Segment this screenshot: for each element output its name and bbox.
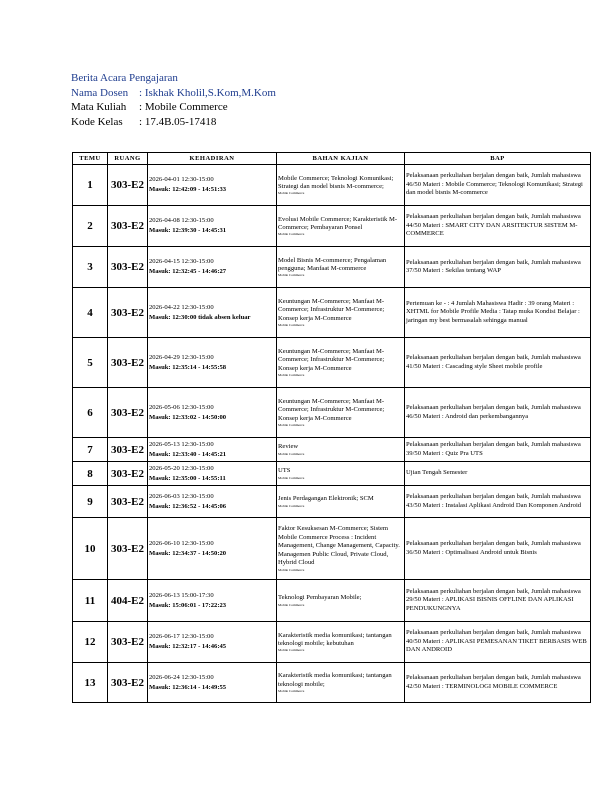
checkin-time: Masuk: 12:34:37 - 14:50:20	[149, 549, 227, 557]
attendance-cell	[148, 622, 277, 663]
subject-text: Mobile Commerce; Teknologi Komunikasi; Strategi dan model bisnis M-commerce;	[278, 174, 394, 190]
subject-text: Jenis Perdagangan Elektronik; SCM	[278, 495, 374, 503]
meeting-number: 5	[73, 338, 108, 388]
room-code: 303-E2	[108, 338, 148, 388]
checkin-time: Masuk: 12:33:02 - 14:50:00	[149, 413, 227, 421]
attendance-cell	[148, 580, 277, 622]
subject-source: Mobile Commerce	[278, 475, 305, 480]
meeting-number: 12	[73, 622, 108, 663]
header-attendance: KEHADIRAN	[148, 153, 277, 165]
schedule-time: 2026-04-01 12:30-15:00	[149, 176, 214, 183]
checkin-time: Masuk: 12:36:14 - 14:49:55	[149, 683, 227, 691]
meeting-number: 10	[73, 518, 108, 580]
subject-text: Review	[278, 443, 299, 451]
schedule-time: 2026-04-22 12:30-15:00	[149, 303, 214, 311]
subject-source: Mobile Commerce	[278, 273, 305, 278]
subject-source: Mobile Commerce	[278, 323, 305, 328]
subject-source: Mobile Commerce	[278, 423, 305, 428]
subject-source: Mobile Commerce	[278, 191, 305, 196]
subject-source: Mobile Commerce	[278, 503, 305, 508]
checkin-time: Masuk: 12:32:17 - 14:46:45	[149, 643, 227, 650]
attendance-cell	[148, 388, 277, 438]
schedule-time: 2026-05-20 12:30-15:00	[149, 464, 214, 472]
attendance-cell	[148, 486, 277, 518]
schedule-time: 2026-04-29 12:30-15:00	[149, 353, 214, 361]
room-code: 303-E2	[108, 388, 148, 438]
subject-cell	[277, 388, 405, 438]
schedule-time: 2026-06-24 12:30-15:00	[149, 673, 214, 681]
meeting-number: 2	[73, 206, 108, 247]
table-row	[73, 165, 591, 206]
subject-cell	[277, 338, 405, 388]
meeting-number: 7	[73, 438, 108, 462]
attendance-cell	[148, 206, 277, 247]
subject-cell	[277, 622, 405, 663]
attendance-cell	[148, 518, 277, 580]
table-row	[73, 580, 591, 622]
attendance-cell	[148, 338, 277, 388]
bap-cell: Pelaksanaan perkuliahan berjalan dengan baik, Jumlah mahasiswa 42/50 Materi : TERMINOLOGI MOBILE COMMERCE	[405, 663, 591, 703]
table-row	[73, 663, 591, 703]
checkin-time: Masuk: 12:35:14 - 14:55:58	[149, 363, 227, 371]
bap-cell: Pelaksanaan perkuliahan berjalan dengan baik, Jumlah mahasiswa 46/50 Materi : Mobile Commerce; Teknologi Komunikasi; Strategi dan model bisnis M-commerce	[405, 165, 591, 206]
subject-text: Keuntungan M-Commerce; Manfaat M-Commerce; Infrastruktur M-Commerce; Konsep kerja M-Commerce	[278, 347, 385, 372]
table-row	[73, 486, 591, 518]
document-header	[71, 71, 276, 129]
subject-text: Teknologi Pembayaran Mobile;	[278, 594, 362, 602]
schedule-time: 2026-04-15 12:30-15:00	[149, 258, 214, 265]
room-code: 303-E2	[108, 462, 148, 486]
bap-cell: Pelaksanaan perkuliahan berjalan dengan baik, Jumlah mahasiswa 40/50 Materi : APLIKASI PEMESANAN TIKET BERBASIS WEB DAN ANDROID	[405, 622, 591, 663]
schedule-time: 2026-06-17 12:30-15:00	[149, 633, 214, 640]
subject-cell	[277, 206, 405, 247]
subject-text: Karakteristik media komunikasi; tantangan teknologi mobile; kebutuhan	[278, 631, 392, 647]
schedule-time: 2026-05-13 12:30-15:00	[149, 440, 214, 448]
subject-source: Mobile Commerce	[278, 232, 305, 237]
subject-source: Mobile Commerce	[278, 567, 305, 572]
table-row	[73, 247, 591, 288]
room-code: 303-E2	[108, 486, 148, 518]
meeting-number: 9	[73, 486, 108, 518]
header-bap: BAP	[405, 153, 591, 165]
bap-cell: Pelaksanaan perkuliahan berjalan dengan baik, Jumlah mahasiswa 37/50 Materi : Sekilas tentang WAP	[405, 247, 591, 288]
class-code-line: Kode Kelas : 17.4B.05-17418	[71, 115, 217, 128]
room-code: 303-E2	[108, 206, 148, 247]
subject-source: Mobile Commerce	[278, 688, 305, 693]
class-code-value: 17.4B.05-17418	[144, 115, 217, 128]
bap-cell: Pelaksanaan perkuliahan berjalan dengan baik, Jumlah mahasiswa 36/50 Materi : Optimalisasi Android untuk Bisnis	[405, 518, 591, 580]
subject-cell	[277, 438, 405, 462]
subject-source: Mobile Commerce	[278, 648, 305, 653]
subject-cell	[277, 165, 405, 206]
room-code: 303-E2	[108, 663, 148, 703]
table-row	[73, 462, 591, 486]
lecturer-label: Nama Dosen	[71, 86, 129, 99]
header-meeting: TEMU	[73, 153, 108, 165]
checkin-time: Masuk: 12:35:00 - 14:55:11	[149, 474, 226, 482]
bap-cell: Pelaksanaan perkuliahan berjalan dengan baik, Jumlah mahasiswa 41/50 Materi : Cascading style Sheet mobile profile	[405, 338, 591, 388]
subject-source: Mobile Commerce	[278, 451, 305, 456]
checkin-time: Masuk: 12:33:40 - 14:45:21	[149, 450, 227, 458]
checkin-time: Masuk: 15:06:01 - 17:22:23	[149, 601, 227, 609]
subject-text: Karakteristik media komunikasi; tantangan teknologi mobile;	[278, 672, 392, 688]
subject-text: Keuntungan M-Commerce; Manfaat M-Commerce; Infrastruktur M-Commerce; Konsep kerja M-Commerce	[278, 397, 385, 422]
room-code: 303-E2	[108, 518, 148, 580]
bap-cell: Pelaksanaan perkuliahan berjalan dengan baik, Jumlah mahasiswa 29/50 Materi : APLIKASI BISNIS OFFLINE DAN APLIKASI PENDUKUNGNYA	[405, 580, 591, 622]
table-row	[73, 518, 591, 580]
schedule-time: 2026-06-03 12:30-15:00	[149, 492, 214, 500]
checkin-time: Masuk: 12:39:30 - 14:45:31	[149, 227, 227, 234]
subject-cell	[277, 486, 405, 518]
attendance-cell	[148, 247, 277, 288]
document-title: Berita Acara Pengajaran	[71, 72, 178, 84]
course-value: Mobile Commerce	[144, 101, 228, 113]
meeting-number: 11	[73, 580, 108, 622]
schedule-time: 2026-05-06 12:30-15:00	[149, 403, 214, 411]
meeting-number: 8	[73, 462, 108, 486]
room-code: 303-E2	[108, 288, 148, 338]
subject-cell	[277, 462, 405, 486]
room-code: 303-E2	[108, 165, 148, 206]
subject-source: Mobile Commerce	[278, 373, 305, 378]
checkin-time: Masuk: 12:30:00 tidak absen keluar	[149, 313, 251, 321]
schedule-time: 2026-06-13 15:00-17:30	[149, 591, 214, 599]
checkin-time: Masuk: 12:32:45 - 14:46:27	[149, 268, 227, 275]
schedule-time: 2026-04-08 12:30-15:00	[149, 217, 214, 224]
checkin-time: Masuk: 12:36:52 - 14:45:06	[149, 502, 227, 510]
header-room: RUANG	[108, 153, 148, 165]
table-row	[73, 388, 591, 438]
subject-text: Faktor Kesuksesan M-Commerce; Sistem Mobile Commerce Process : Incident Management, Change Management, Capacity. Managemen Public Cloud, Private Cloud, Hybrid Cloud	[278, 525, 400, 567]
attendance-cell	[148, 462, 277, 486]
bap-cell: Pelaksanaan perkuliahan berjalan dengan baik, Jumlah mahasiswa 44/50 Materi : SMART CITY DAN ARSITEKTUR SISTEM M-COMMERCE	[405, 206, 591, 247]
subject-cell	[277, 288, 405, 338]
table-row	[73, 338, 591, 388]
room-code: 303-E2	[108, 247, 148, 288]
room-code: 404-E2	[108, 580, 148, 622]
checkin-time: Masuk: 12:42:09 - 14:51:33	[149, 186, 227, 193]
subject-text: Model Bisnis M-commerce; Pengalaman pengguna; Manfaat M-commerce	[278, 256, 387, 272]
meeting-number: 4	[73, 288, 108, 338]
bap-cell: Pelaksanaan perkuliahan berjalan dengan baik, Jumlah mahasiswa 46/50 Materi : Android dan perkembangannya	[405, 388, 591, 438]
subject-text: UTS	[278, 467, 291, 475]
table-row	[73, 438, 591, 462]
subject-cell	[277, 663, 405, 703]
meeting-number: 1	[73, 165, 108, 206]
class-code-label: Kode Kelas	[71, 115, 123, 128]
subject-cell	[277, 580, 405, 622]
subject-text: Keuntungan M-Commerce; Manfaat M-Commerce; Infrastruktur M-Commerce; Konsep kerja M-Commerce	[278, 297, 385, 322]
room-code: 303-E2	[108, 438, 148, 462]
bap-cell: Pelaksanaan perkuliahan berjalan dengan baik, Jumlah mahasiswa 39/50 Materi : Quiz Pra UTS	[405, 438, 591, 462]
subject-text: Evolusi Mobile Commerce; Karakteristik M-Commerce; Pembayaran Ponsel	[278, 215, 398, 231]
course-label: Mata Kuliah	[71, 101, 127, 113]
subject-cell	[277, 518, 405, 580]
meeting-number: 6	[73, 388, 108, 438]
attendance-cell	[148, 438, 277, 462]
attendance-cell	[148, 663, 277, 703]
meeting-number: 3	[73, 247, 108, 288]
subject-source: Mobile Commerce	[278, 602, 305, 607]
attendance-table	[72, 152, 591, 703]
bap-cell: Ujian Tengah Semester	[405, 462, 591, 486]
table-row	[73, 622, 591, 663]
attendance-cell	[148, 165, 277, 206]
bap-cell: Pertemuan ke - : 4 Jumlah Mahasiswa Hadir : 39 orang Materi : XHTML for Mobile Profile Media : Tatap muka Kondisi Belajar : jaringan my best bermasalah sehingga manual	[405, 288, 591, 338]
course-line: Mata Kuliah : Mobile Commerce	[71, 101, 228, 113]
lecturer-line: Nama Dosen : Iskhak Kholil,S.Kom,M.Kom	[71, 86, 276, 99]
meeting-number: 13	[73, 663, 108, 703]
table-row	[73, 206, 591, 247]
lecturer-value: Iskhak Kholil,S.Kom,M.Kom	[144, 86, 276, 99]
attendance-cell	[148, 288, 277, 338]
table-row	[73, 288, 591, 338]
subject-cell	[277, 247, 405, 288]
header-subject: BAHAN KAJIAN	[277, 153, 405, 165]
room-code: 303-E2	[108, 622, 148, 663]
schedule-time: 2026-06-10 12:30-15:00	[149, 539, 214, 547]
table-header-row	[73, 153, 591, 165]
bap-cell: Pelaksanaan perkuliahan berjalan dengan baik, Jumlah mahasiswa 43/50 Materi : Instalasi Aplikasi Android Dan Komponen Android	[405, 486, 591, 518]
